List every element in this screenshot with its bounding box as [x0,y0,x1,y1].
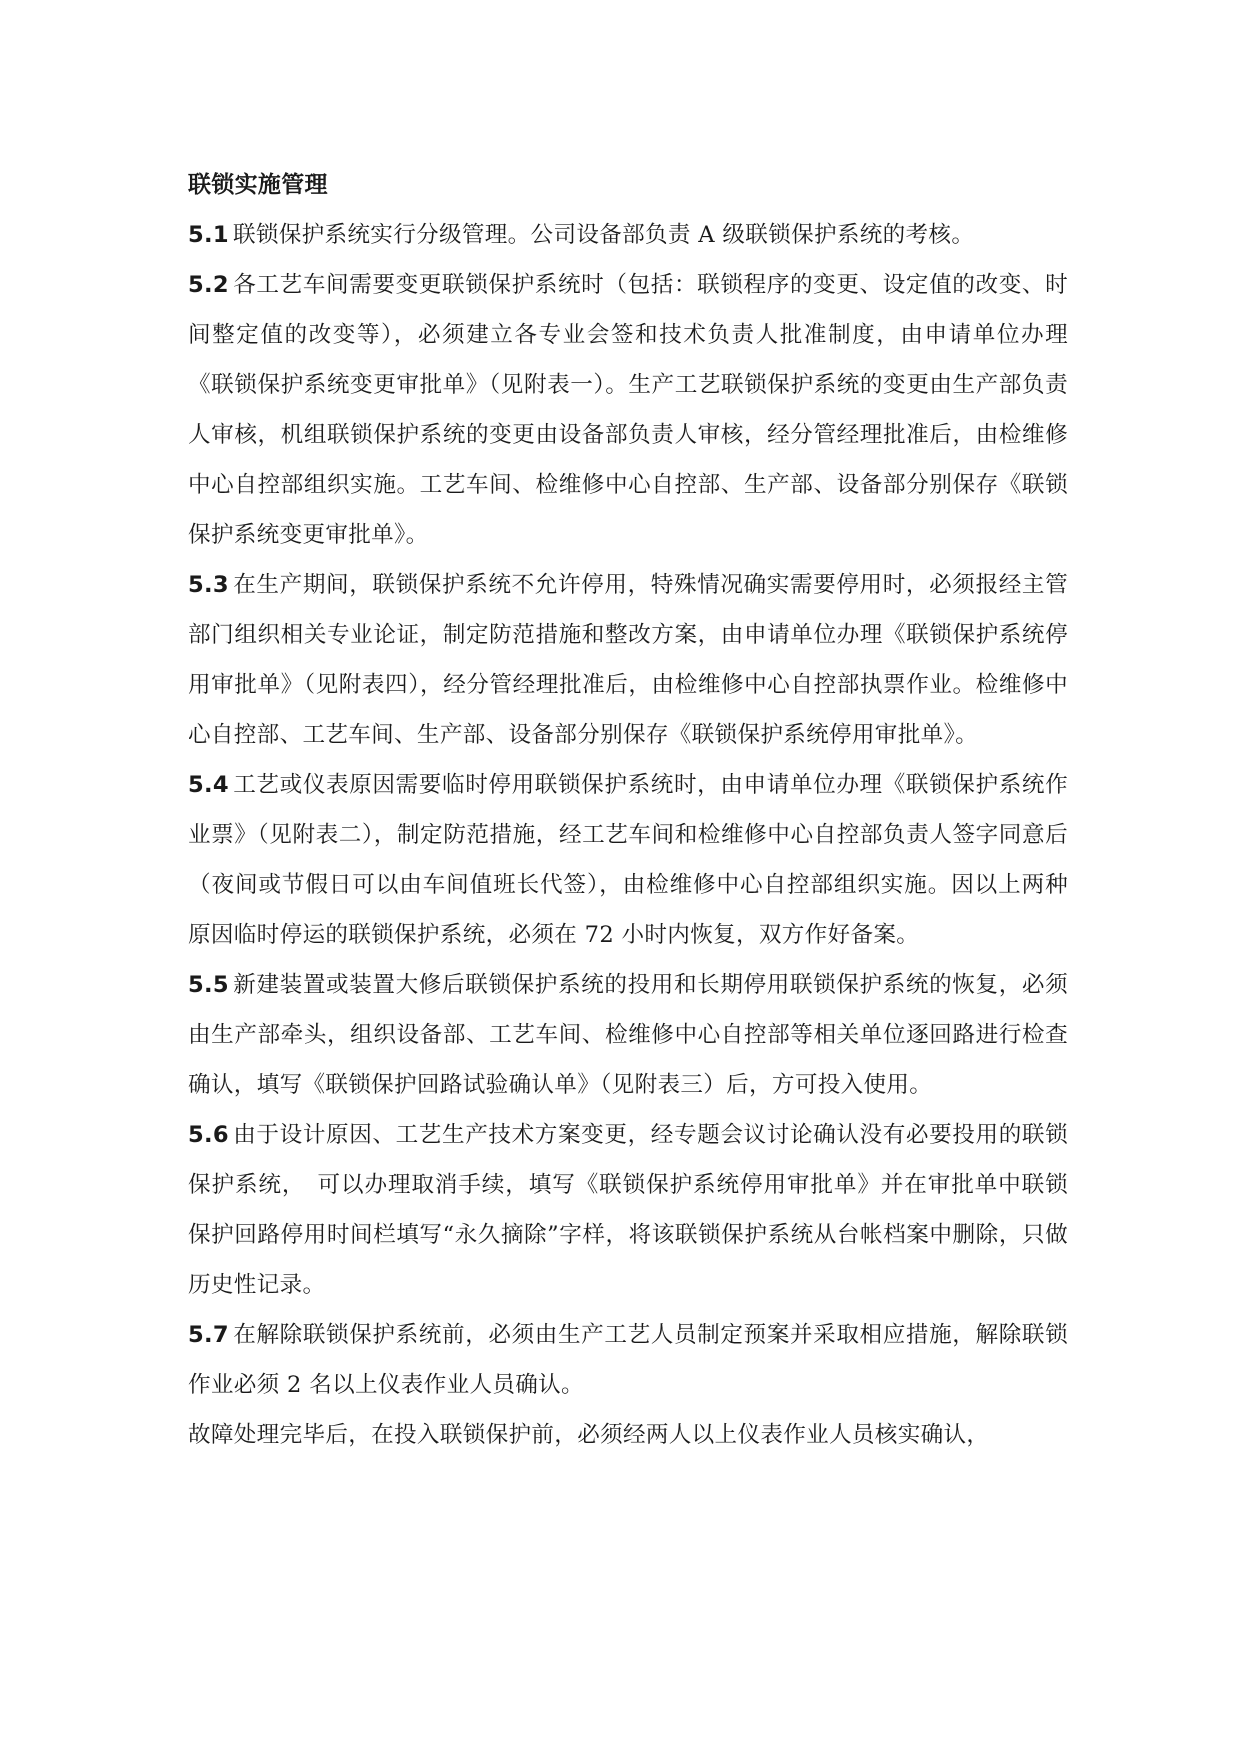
clause-5-6 [188,1110,1068,1310]
clause-number: 5.5 [188,972,229,998]
clause-text: 新建装置或装置大修后联锁保护系统的投用和长期停用联锁保护系统的恢复，必须由生产部牵头，组织设备部、工艺车间、检维修中心自控部等相关单位逐回路进行检查确认，填写《联锁保护回路试验确认单》（见附表三）后，方可投入使用。 [188,972,1068,1098]
clause-number: 5.6 [188,1122,229,1148]
clause-5-1 [188,210,1068,260]
section-heading: 联锁实施管理 [188,172,328,198]
clause-number: 5.2 [188,272,229,298]
clause-text: 各工艺车间需要变更联锁保护系统时（包括：联锁程序的变更、设定值的改变、时间整定值的改变等），必须建立各专业会签和技术负责人批准制度，由申请单位办理《联锁保护系统变更审批单》（见附表一）。生产工艺联锁保护系统的变更由生产部负责人审核，机组联锁保护系统的变更由设备部负责人审核，经分管经理批准后，由检维修中心自控部组织实施。工艺车间、检维修中心自控部、生产部、设备部分别保存《联锁保护系统变更审批单》。 [188,272,1068,548]
clause-text: 由于设计原因、工艺生产技术方案变更，经专题会议讨论确认没有必要投用的联锁保护系统， 可以办理取消手续，填写《联锁保护系统停用审批单》并在审批单中联锁保护回路停用时间栏填写“永久摘除”字样，将该联锁保护系统从台帐档案中删除，只做历史性记录。 [188,1122,1068,1298]
clause-5-3 [188,560,1068,760]
clause-text: 在解除联锁保护系统前，必须由生产工艺人员制定预案并采取相应措施，解除联锁作业必须 2 名以上仪表作业人员确认。 [188,1322,1068,1398]
clause-number: 5.4 [188,772,229,798]
clause-number: 5.3 [188,572,229,598]
document-body [188,160,1068,1460]
clause-number: 5.7 [188,1322,229,1348]
clause-number: 5.1 [188,222,229,248]
clause-5-4 [188,760,1068,960]
trailing-paragraph: 故障处理完毕后，在投入联锁保护前，必须经两人以上仪表作业人员核实确认， [188,1422,990,1448]
clause-text: 在生产期间，联锁保护系统不允许停用，特殊情况确实需要停用时，必须报经主管部门组织相关专业论证，制定防范措施和整改方案，由申请单位办理《联锁保护系统停用审批单》（见附表四），经分管经理批准后，由检维修中心自控部执票作业。检维修中心自控部、工艺车间、生产部、设备部分别保存《联锁保护系统停用审批单》。 [188,572,1068,748]
clause-text: 联锁保护系统实行分级管理。公司设备部负责 A 级联锁保护系统的考核。 [232,222,975,248]
clause-5-7 [188,1310,1068,1410]
clause-5-2 [188,260,1068,560]
clause-text: 工艺或仪表原因需要临时停用联锁保护系统时，由申请单位办理《联锁保护系统作业票》（见附表二），制定防范措施，经工艺车间和检维修中心自控部负责人签字同意后（夜间或节假日可以由车间值班长代签），由检维修中心自控部组织实施。因以上两种原因临时停运的联锁保护系统，必须在 72 小时内恢复，双方作好备案。 [188,772,1068,948]
clause-5-5 [188,960,1068,1110]
